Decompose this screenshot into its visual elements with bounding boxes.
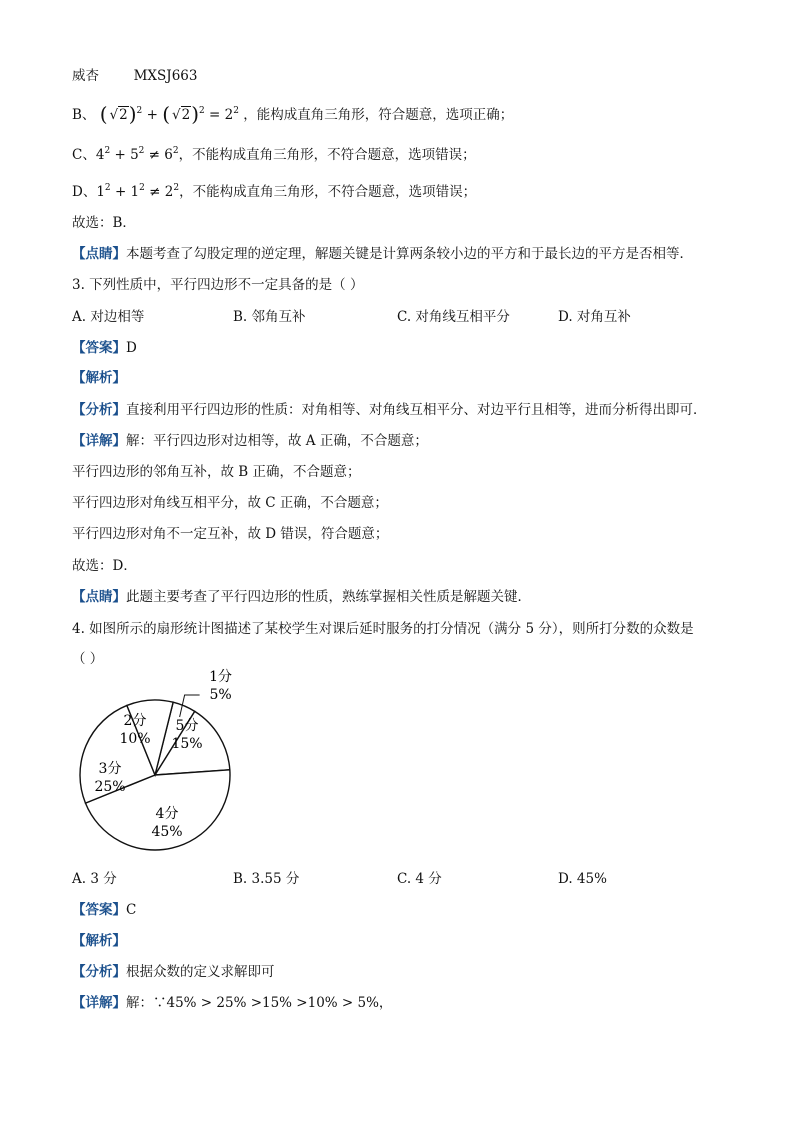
q4-option-c: C. 4 分 [397, 871, 442, 887]
b-prefix: B、 [72, 107, 96, 123]
q4-stem: 4. 如图所示的扇形统计图描述了某校学生对课后延时服务的打分情况（满分 5 分），则所打分数的众数是 [72, 621, 694, 637]
q3-answer: 【答案】D [72, 340, 137, 356]
pie-label-percent: 15% [171, 736, 203, 752]
q3-choose: 故选：D． [72, 558, 137, 574]
q3-stem: 3. 下列性质中，平行四边形不一定具备的是（ ） [72, 277, 364, 293]
q2-option-b [72, 104, 513, 125]
pie-label-score: 3分 [98, 761, 122, 777]
q4-detail: 【详解】解：∵45% > 25% >15% >10% > 5%， [72, 995, 393, 1011]
q3-option-a: A. 对边相等 [72, 309, 145, 325]
b-math: ( √2)$^2$ + ( $√2)^2 = 2^2$ [99, 102, 239, 126]
pie-label-percent: 25% [94, 779, 126, 795]
q3-option-d: D. 对角互补 [558, 309, 631, 325]
q4-fenxi: 【分析】根据众数的定义求解即可 [72, 964, 275, 980]
q3-comment: 【点睛】此题主要考查了平行四边形的性质，熟练掌握相关性质是解题关键． [72, 589, 531, 605]
q3-detail-line-2: 平行四边形对角线互相平分，故 C 正确，不合题意； [72, 495, 388, 511]
q4-analysis-tag: 【解析】 [72, 933, 126, 949]
q2-option-c: C、$4^2 + 5^2 \ne 6^2$，不能构成直角三角形，不符合题意，选项错误； [72, 146, 476, 163]
q3-fenxi: 【分析】直接利用平行四边形的性质：对角相等、对角线互相平分、对边平行且相等，进而分析得出即可． [72, 402, 707, 418]
q3-option-c: C. 对角线互相平分 [397, 309, 510, 325]
header-name: 威杏 [72, 68, 99, 84]
q3-detail: 【详解】解：平行四边形对边相等，故 A 正确，不合题意； [72, 433, 428, 449]
pie-label-score: 1分 [209, 669, 233, 686]
pie-label-score: 4分 [155, 806, 179, 822]
q3-analysis-tag: 【解析】 [72, 370, 126, 386]
q4-answer: 【答案】C [72, 902, 137, 918]
page-header [72, 66, 197, 86]
q2-comment: 【点睛】本题考查了勾股定理的逆定理，解题关键是计算两条较小边的平方和于最长边的平方是否相等． [72, 246, 693, 262]
pie-label-percent: 45% [151, 824, 183, 840]
q4-option-d: D. 45% [558, 871, 607, 887]
q3-detail-line-3: 平行四边形对角不一定互补，故 D 错误，符合题意； [72, 526, 389, 542]
q4-option-a: A. 3 分 [72, 871, 117, 887]
pie-label-percent: 5% [209, 687, 232, 704]
b-text: ，能构成直角三角形，符合题意，选项正确； [243, 107, 514, 123]
pie-label-score: 5分 [175, 718, 199, 734]
pie-label-score: 2分 [123, 713, 147, 729]
q2-option-d: D、$1^2 + 1^2 \ne 2^2$，不能构成直角三角形，不符合题意，选项错误； [72, 183, 477, 200]
q3-option-b: B. 邻角互补 [233, 309, 306, 325]
pie-chart [70, 669, 240, 858]
q4-option-b: B. 3.55 分 [233, 871, 300, 887]
header-code: MXSJ663 [133, 68, 198, 84]
pie-label-percent: 10% [119, 731, 151, 747]
q2-choose: 故选：B． [72, 215, 136, 231]
q3-detail-line-1: 平行四边形的邻角互补，故 B 正确，不合题意； [72, 464, 361, 480]
q4-stem-paren: （ ） [72, 651, 104, 667]
